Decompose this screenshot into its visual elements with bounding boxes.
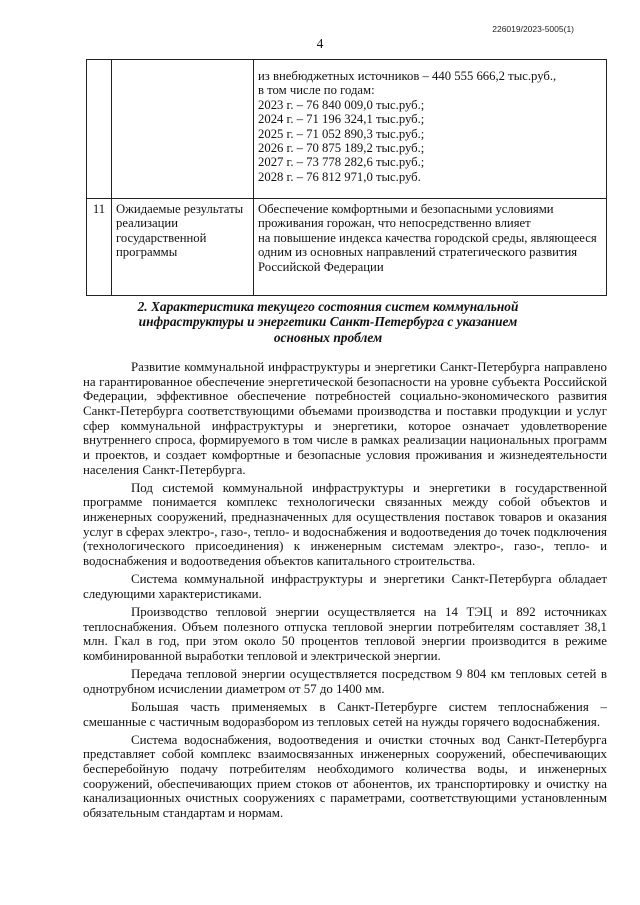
value-line: Российской Федерации (258, 259, 384, 274)
paragraph: Большая часть применяемых в Санкт-Петербурге систем теплоснабжения – смешанные с частичным водоразбором из тепловых сетей на нужды горячего водоснабжения. (83, 699, 607, 729)
row-number-cell (87, 60, 112, 199)
row-label-cell: Ожидаемые результаты реализации государственной программы (112, 199, 254, 296)
table-row (87, 199, 607, 296)
row-value-cell (254, 199, 607, 296)
paragraph: Система коммунальной инфраструктуры и энергетики Санкт-Петербурга обладает следующими характеристиками. (83, 572, 607, 601)
table-row (87, 60, 607, 199)
value-line: 2026 г. – 70 875 189,2 тыс.руб.; (258, 141, 425, 156)
row-value-cell (254, 60, 607, 199)
program-passport-table (86, 59, 607, 296)
value-line: проживания горожан, что непосредственно влияет (258, 216, 531, 231)
paragraph: Передача тепловой энергии осуществляется посредством 9 804 км тепловых сетей в однотрубном исчислении диаметром от 57 до 1400 мм. (83, 667, 607, 696)
value-line: 2027 г. – 73 778 282,6 тыс.руб.; (258, 155, 425, 170)
value-line: Обеспечение комфортными и безопасными условиями (258, 202, 554, 216)
value-line: 2023 г. – 76 840 009,0 тыс.руб.; (258, 97, 425, 112)
value-line: 2025 г. – 71 052 890,3 тыс.руб.; (258, 126, 425, 141)
paragraph: Под системой коммунальной инфраструктуры и энергетики в государственной программе понимается комплекс технологически связанных между собой объектов и инженерных сооружений, предназначенных для осуществления поставок товаров и оказания услуг в сферах электро-, газо-, тепло- и водоснабжения и водоотведения до точек подключения (технологического присоединения) к инженерным системам электро-, газо-, тепло- и водоснабжения и водоотведения объектов капитального строительства. (83, 480, 607, 569)
page-number: 4 (316, 36, 324, 51)
paragraph: Система водоснабжения, водоотведения и очистки сточных вод Санкт-Петербурга представляет собой комплекс взаимосвязанных инженерных сооружений, обеспечивающих бесперебойную подачу потребителям необходимого количества воды, и инженерных сооружений, обеспечивающих прием стоков от абонентов, их транспортировку и очистку на канализационных очистных сооружениях с параметрами, соответствующими установленным обязательным стандартам и нормам. (83, 732, 607, 821)
section-title-line: инфраструктуры и энергетики Санкт-Петербурга с указанием (138, 314, 518, 330)
section-title (120, 299, 536, 345)
document-code: 226019/2023-5005(1) (492, 24, 574, 34)
section-body (83, 360, 607, 824)
section-title-line: основных проблем (273, 329, 383, 345)
value-line: на повышение индекса качества городской среды, являющееся (258, 230, 597, 245)
value-line: из внебюджетных источников – 440 555 666,2 тыс.руб., (258, 69, 557, 83)
value-line: 2024 г. – 71 196 324,1 тыс.руб.; (258, 112, 425, 127)
row-number-cell: 11 (87, 199, 112, 296)
value-line: в том числе по годам: (258, 83, 375, 98)
paragraph: Производство тепловой энергии осуществляется на 14 ТЭЦ и 892 источниках теплоснабжения. Объем полезного отпуска тепловой энергии потребителям составляет 38,1 млн. Гкал в год, при этом около 50 процентов тепловой энергии производится в режиме комбинированной выработки тепловой и электрической энергии. (83, 605, 607, 663)
row-label-cell (112, 60, 254, 199)
paragraph: Развитие коммунальной инфраструктуры и энергетики Санкт-Петербурга направлено на гарантированное обеспечение энергетической безопасности на уровне субъекта Российской Федерации, эффективное обеспечение потребностей социально-экономического развития Санкт-Петербурга соответствующими объемами производства и поставки продукции и услуг сфер коммунальной инфраструктуры и энергетики, которое означает удовлетворение внутреннего спроса, формируемого в том числе в рамках реализации национальных программ и проектов, и создает комфортные и безопасные условия проживания и жизнедеятельности населения Санкт-Петербурга. (83, 360, 607, 477)
section-title-line: 2. Характеристика текущего состояния систем коммунальной (137, 299, 519, 314)
value-line: 2028 г. – 76 812 971,0 тыс.руб. (258, 169, 421, 184)
value-line: одним из основных направлений стратегического развития (258, 245, 578, 260)
